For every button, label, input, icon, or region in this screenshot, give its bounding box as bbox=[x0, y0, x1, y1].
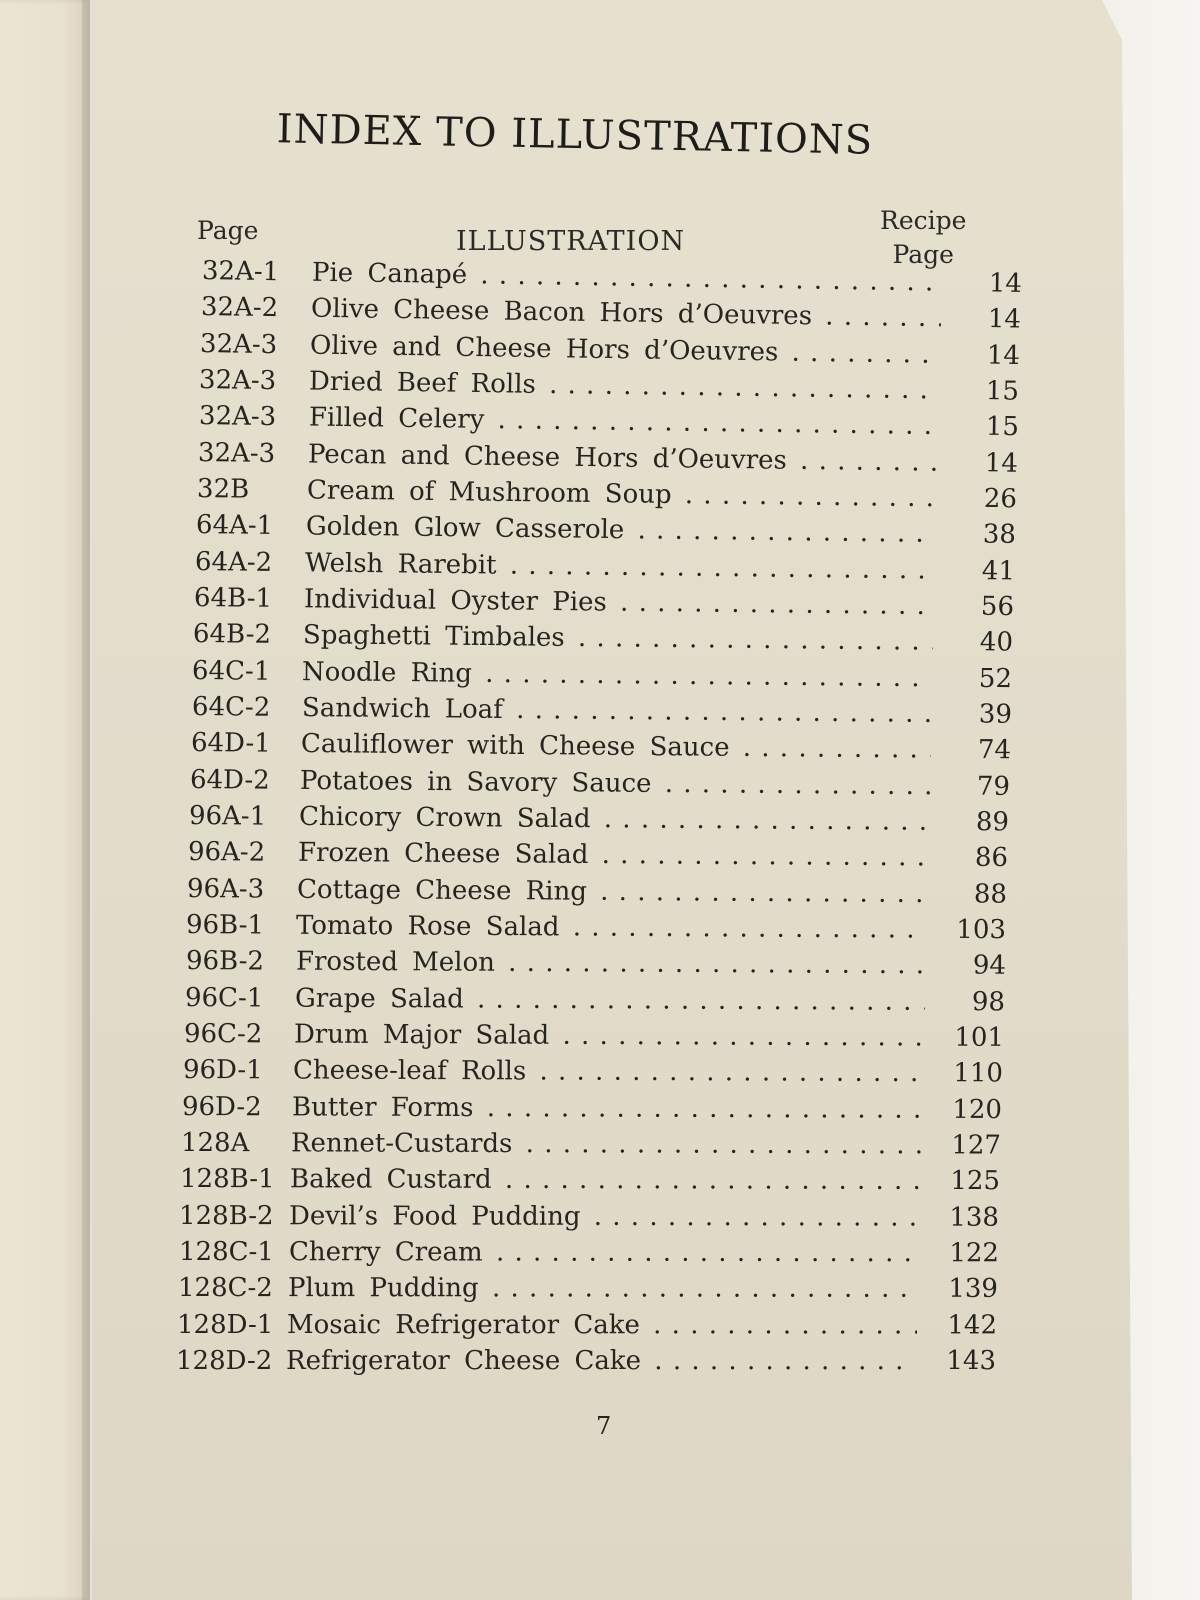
entry-page: 128B-2 bbox=[179, 1200, 275, 1231]
entry-illustration bbox=[310, 330, 940, 369]
index-entry bbox=[184, 1019, 1004, 1055]
entry-page: 96B-1 bbox=[186, 910, 265, 941]
entry-recipe-page: 14 bbox=[984, 447, 1018, 479]
entry-illustration-name: Chicory Crown Salad bbox=[298, 801, 591, 835]
index-entry bbox=[189, 801, 1009, 839]
index-entry bbox=[182, 1092, 1002, 1127]
recipe-header-line2: Page bbox=[892, 240, 954, 269]
entry-page: 64A-1 bbox=[195, 510, 274, 542]
entry-illustration-name: Tomato Rose Salad bbox=[296, 910, 560, 943]
entry-illustration bbox=[307, 475, 937, 513]
entry-illustration bbox=[288, 1273, 918, 1304]
entry-illustration bbox=[307, 439, 937, 477]
entry-page: 32A-3 bbox=[198, 401, 276, 433]
index-entry bbox=[194, 583, 1014, 624]
entry-illustration bbox=[299, 802, 929, 837]
index-entry bbox=[192, 656, 1012, 696]
column-header-illustration: ILLUSTRATION bbox=[456, 226, 686, 257]
entry-illustration-name: Plum Pudding bbox=[287, 1273, 479, 1304]
entry-recipe-page: 86 bbox=[974, 843, 1009, 874]
entry-recipe-page: 142 bbox=[947, 1310, 997, 1341]
entry-page: 64B-1 bbox=[194, 583, 273, 614]
entry-recipe-page: 122 bbox=[948, 1238, 999, 1269]
entry-illustration-name: Mosaic Refrigerator Cake bbox=[286, 1309, 640, 1340]
entry-recipe-page: 94 bbox=[972, 950, 1006, 982]
index-entry bbox=[196, 510, 1016, 552]
entry-illustration bbox=[302, 657, 932, 693]
entry-recipe-page: 98 bbox=[971, 986, 1005, 1017]
index-entry bbox=[179, 1201, 999, 1235]
entry-illustration-name: Potatoes in Savory Sauce bbox=[299, 765, 652, 799]
entry-illustration bbox=[289, 1201, 919, 1232]
entry-recipe-page: 110 bbox=[953, 1058, 1003, 1089]
entry-page: 96A-1 bbox=[188, 801, 267, 832]
entry-recipe-page: 125 bbox=[950, 1166, 1001, 1197]
index-entry bbox=[191, 728, 1011, 767]
entry-recipe-page: 40 bbox=[980, 627, 1014, 658]
entry-recipe-page: 38 bbox=[982, 519, 1017, 551]
entry-page: 64C-1 bbox=[192, 655, 271, 687]
entry-page: 64D-1 bbox=[190, 728, 271, 760]
entry-illustration-name: Filled Celery bbox=[308, 402, 485, 436]
entry-page: 32A-1 bbox=[201, 256, 280, 288]
entry-page: 128C-2 bbox=[177, 1273, 273, 1304]
entry-illustration bbox=[303, 620, 933, 657]
entry-illustration-name: Cheese-leaf Rolls bbox=[292, 1055, 527, 1087]
entry-recipe-page: 41 bbox=[981, 555, 1016, 587]
entry-page: 32A-3 bbox=[200, 328, 278, 360]
index-entry bbox=[185, 946, 1005, 983]
entry-illustration-name: Pecan and Cheese Hors d’Oeuvres bbox=[307, 439, 787, 476]
entry-page: 32A-3 bbox=[197, 437, 276, 469]
index-entry bbox=[197, 438, 1017, 481]
entry-page: 128C-1 bbox=[178, 1237, 274, 1268]
entry-recipe-page: 14 bbox=[987, 304, 1022, 335]
entry-recipe-page: 101 bbox=[954, 1022, 1004, 1053]
entry-recipe-page: 79 bbox=[976, 771, 1010, 802]
index-entry bbox=[190, 765, 1010, 804]
entry-page: 96B-2 bbox=[185, 946, 264, 977]
entry-illustration bbox=[287, 1310, 917, 1340]
entry-page: 96C-1 bbox=[184, 982, 264, 1014]
entry-illustration bbox=[289, 1237, 919, 1268]
entry-recipe-page: 14 bbox=[988, 268, 1023, 299]
index-entry bbox=[195, 547, 1015, 588]
page-title: INDEX TO ILLUSTRATIONS bbox=[276, 106, 874, 164]
index-entry bbox=[183, 1055, 1003, 1090]
entry-illustration-name: Grape Salad bbox=[294, 983, 464, 1015]
entry-illustration-name: Cauliflower with Cheese Sauce bbox=[300, 729, 730, 764]
index-entry bbox=[179, 1237, 999, 1270]
entry-illustration-name: Pie Canapé bbox=[311, 257, 468, 291]
recipe-header-line1: Recipe bbox=[880, 206, 967, 235]
entry-illustration bbox=[305, 548, 935, 585]
entry-illustration-name: Olive Cheese Bacon Hors d’Oeuvres bbox=[310, 294, 813, 332]
entry-recipe-page: 52 bbox=[979, 663, 1013, 694]
entry-illustration bbox=[292, 1092, 922, 1124]
entry-recipe-page: 56 bbox=[980, 591, 1015, 623]
entry-illustration-name: Cream of Mushroom Soup bbox=[306, 475, 672, 510]
entry-page: 64C-2 bbox=[191, 692, 271, 723]
entry-recipe-page: 139 bbox=[948, 1274, 998, 1305]
entry-recipe-page: 127 bbox=[951, 1130, 1002, 1161]
entry-page: 128A bbox=[181, 1128, 250, 1159]
index-entry bbox=[176, 1346, 996, 1378]
index-entry bbox=[193, 619, 1013, 660]
entry-illustration bbox=[306, 512, 936, 550]
entry-recipe-page: 88 bbox=[974, 879, 1008, 910]
entry-illustration-name: Individual Oyster Pies bbox=[304, 584, 608, 618]
entry-page: 128D-2 bbox=[176, 1346, 273, 1376]
entry-illustration bbox=[301, 693, 931, 729]
entry-illustration-name: Cottage Cheese Ring bbox=[297, 874, 588, 907]
entry-illustration bbox=[298, 838, 928, 873]
entry-illustration-name: Welsh Rarebit bbox=[304, 547, 497, 581]
entry-recipe-page: 15 bbox=[985, 412, 1019, 443]
entry-page: 32A-2 bbox=[200, 292, 279, 324]
entry-illustration-name: Devil’s Food Pudding bbox=[289, 1200, 581, 1232]
entry-illustration-name: Noodle Ring bbox=[302, 656, 473, 689]
index-entry bbox=[177, 1310, 997, 1342]
entry-page: 96C-2 bbox=[183, 1019, 263, 1050]
index-entry bbox=[178, 1273, 998, 1306]
entry-illustration-name: Frosted Melon bbox=[295, 946, 495, 979]
entry-illustration-name: Drum Major Salad bbox=[293, 1019, 550, 1051]
entry-illustration bbox=[312, 258, 942, 298]
entry-illustration bbox=[301, 729, 931, 765]
index-entry bbox=[188, 837, 1008, 875]
entry-illustration-name: Golden Glow Casserole bbox=[305, 511, 625, 546]
entry-illustration bbox=[286, 1346, 916, 1376]
entry-illustration bbox=[291, 1128, 921, 1160]
entry-page: 96D-1 bbox=[182, 1055, 263, 1086]
index-entry bbox=[191, 692, 1011, 732]
entry-recipe-page: 138 bbox=[949, 1202, 1000, 1233]
entry-illustration-name: Cherry Cream bbox=[288, 1237, 483, 1268]
entry-recipe-page: 14 bbox=[986, 340, 1021, 371]
index-entry bbox=[185, 983, 1005, 1019]
entry-recipe-page: 74 bbox=[977, 735, 1011, 766]
entry-illustration-name: Spaghetti Timbales bbox=[303, 620, 566, 654]
entry-illustration bbox=[304, 584, 934, 621]
entry-page: 32B bbox=[196, 474, 250, 505]
entry-illustration-name: Sandwich Loaf bbox=[301, 693, 503, 725]
entry-recipe-page: 103 bbox=[956, 914, 1007, 946]
entry-illustration bbox=[311, 294, 941, 334]
column-header-page: Page bbox=[197, 216, 259, 245]
entry-illustration bbox=[290, 1165, 920, 1197]
entry-recipe-page: 143 bbox=[946, 1346, 996, 1376]
entry-illustration bbox=[295, 983, 925, 1016]
entry-page: 64A-2 bbox=[194, 546, 273, 578]
entry-page: 128B-1 bbox=[180, 1164, 275, 1195]
page-number: 7 bbox=[596, 1412, 612, 1440]
entry-recipe-page: 120 bbox=[952, 1094, 1003, 1125]
entry-page: 64B-2 bbox=[193, 619, 272, 651]
entry-recipe-page: 89 bbox=[975, 807, 1010, 838]
entry-illustration-name: Baked Custard bbox=[290, 1164, 493, 1196]
index-entry bbox=[198, 401, 1018, 444]
index-entry bbox=[197, 474, 1017, 516]
index-entry bbox=[186, 910, 1006, 947]
entry-page: 96D-2 bbox=[182, 1091, 262, 1122]
entry-illustration-name: Dried Beef Rolls bbox=[309, 366, 537, 400]
entry-illustration-name: Rennet-Custards bbox=[291, 1128, 513, 1160]
entry-illustration-name: Olive and Cheese Hors d’Oeuvres bbox=[310, 330, 779, 368]
index-entry bbox=[187, 874, 1007, 912]
index-entry bbox=[180, 1164, 1000, 1198]
entry-recipe-page: 26 bbox=[983, 483, 1017, 515]
entry-illustration bbox=[293, 1056, 923, 1089]
entry-page: 64D-2 bbox=[189, 764, 270, 796]
entry-illustration-name: Butter Forms bbox=[292, 1092, 474, 1123]
entry-illustration bbox=[300, 766, 930, 801]
entry-recipe-page: 39 bbox=[978, 699, 1012, 730]
entry-page: 96A-2 bbox=[188, 837, 266, 868]
entry-illustration-name: Frozen Cheese Salad bbox=[298, 838, 589, 871]
entry-illustration bbox=[308, 403, 938, 442]
entry-illustration bbox=[295, 947, 925, 981]
index-entry bbox=[181, 1128, 1001, 1163]
entry-illustration-name: Refrigerator Cheese Cake bbox=[286, 1346, 642, 1376]
entry-page: 96A-3 bbox=[187, 873, 265, 905]
entry-page: 32A-3 bbox=[199, 365, 277, 397]
entry-recipe-page: 15 bbox=[986, 376, 1020, 407]
entry-illustration bbox=[309, 367, 939, 406]
entry-illustration bbox=[297, 874, 927, 908]
entry-illustration bbox=[294, 1020, 924, 1053]
entry-illustration bbox=[296, 911, 926, 945]
entry-page: 128D-1 bbox=[176, 1309, 274, 1340]
